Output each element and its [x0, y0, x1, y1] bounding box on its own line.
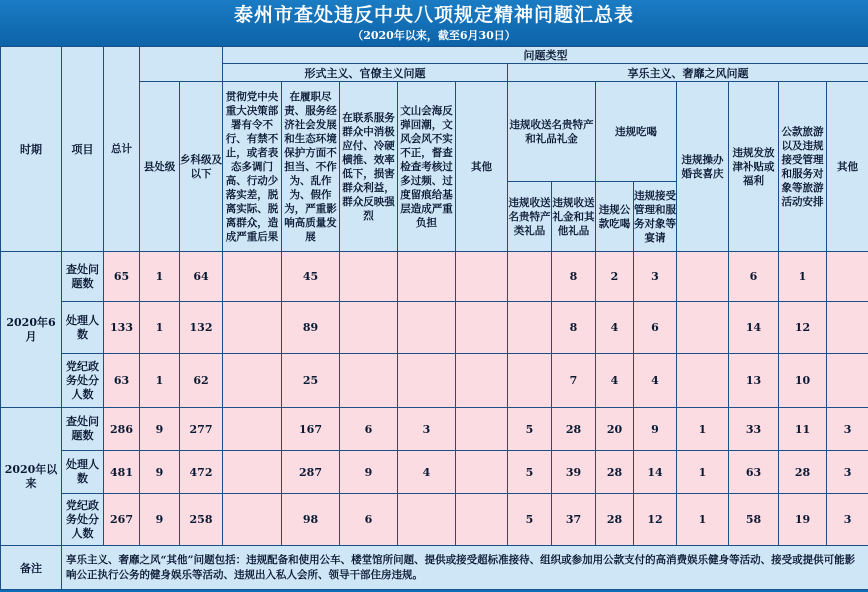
- data-cell: 132: [180, 302, 223, 354]
- table-row: [1, 408, 868, 451]
- data-cell: 63: [729, 451, 779, 494]
- data-cell: [456, 252, 508, 302]
- header-hedonism-other: 其他: [827, 82, 868, 252]
- header-formalism-1: 贯彻党中央重大决策部署有令不行、有禁不止，或者表态多调门高、行动少落实差，脱离实际、脱离群众，造成严重后果: [223, 82, 282, 252]
- item-label: 查处问题数: [62, 252, 104, 302]
- data-cell: 25: [282, 354, 340, 408]
- data-cell: 1: [140, 302, 180, 354]
- data-cell: [340, 252, 398, 302]
- page-subtitle: （2020年以来，截至6月30日）: [352, 29, 516, 42]
- data-cell: [827, 354, 868, 408]
- data-cell: 4: [398, 451, 456, 494]
- header-gift-a: 违规收送名贵特产类礼品: [508, 182, 552, 252]
- data-cell: 2: [596, 252, 634, 302]
- data-cell: 58: [729, 494, 779, 546]
- header-level-blank: [140, 47, 223, 82]
- data-cell: 277: [180, 408, 223, 451]
- group-2: [1, 408, 868, 546]
- item-label: 处理人数: [62, 302, 104, 354]
- data-cell: 1: [779, 252, 827, 302]
- data-cell: 4: [634, 354, 677, 408]
- table-row: [1, 302, 868, 354]
- header-item: 项目: [62, 47, 104, 252]
- item-label: 查处问题数: [62, 408, 104, 451]
- data-cell: [677, 252, 729, 302]
- data-cell: 258: [180, 494, 223, 546]
- title-bar: [0, 0, 868, 46]
- data-cell: 98: [282, 494, 340, 546]
- data-cell: 3: [634, 252, 677, 302]
- data-cell: 14: [729, 302, 779, 354]
- data-cell: 5: [508, 408, 552, 451]
- data-cell: 28: [779, 451, 827, 494]
- data-cell: [456, 408, 508, 451]
- data-cell: [456, 451, 508, 494]
- data-cell: 9: [340, 451, 398, 494]
- page-title: 泰州市查处违反中央八项规定精神问题汇总表: [233, 4, 634, 26]
- data-cell: 62: [180, 354, 223, 408]
- data-cell: 6: [340, 494, 398, 546]
- data-cell: 4: [596, 302, 634, 354]
- header-hedonism: 享乐主义、奢靡之风问题: [508, 64, 868, 82]
- data-cell: 8: [552, 302, 596, 354]
- data-cell: 89: [282, 302, 340, 354]
- data-cell: 287: [282, 451, 340, 494]
- data-cell: 286: [104, 408, 140, 451]
- data-cell: 3: [827, 451, 868, 494]
- header-dining: 违规吃喝: [596, 82, 677, 182]
- data-cell: 481: [104, 451, 140, 494]
- data-cell: 37: [552, 494, 596, 546]
- data-cell: [456, 302, 508, 354]
- data-cell: [340, 302, 398, 354]
- data-cell: 1: [677, 451, 729, 494]
- data-cell: 13: [729, 354, 779, 408]
- header-period: 时期: [1, 47, 62, 252]
- data-cell: [398, 354, 456, 408]
- data-cell: 133: [104, 302, 140, 354]
- data-cell: [398, 252, 456, 302]
- data-cell: 1: [677, 494, 729, 546]
- period-label: 2020年以来: [1, 408, 62, 546]
- summary-table: [0, 46, 868, 590]
- data-cell: 64: [180, 252, 223, 302]
- table-row: [1, 494, 868, 546]
- data-cell: 267: [104, 494, 140, 546]
- data-cell: [677, 302, 729, 354]
- table-row: [1, 252, 868, 302]
- data-cell: 11: [779, 408, 827, 451]
- header-problem-type: 问题类型: [223, 47, 868, 64]
- header-formalism-4: 文山会海反弹回潮，文风会风不实不正，督查检查考核过多过频、过度留痕给基层造成严重负担: [398, 82, 456, 252]
- data-cell: 5: [508, 451, 552, 494]
- data-cell: 9: [634, 408, 677, 451]
- data-cell: [827, 302, 868, 354]
- data-cell: 28: [596, 494, 634, 546]
- data-cell: 19: [779, 494, 827, 546]
- data-cell: 8: [552, 252, 596, 302]
- data-cell: 45: [282, 252, 340, 302]
- data-cell: 10: [779, 354, 827, 408]
- data-cell: 12: [634, 494, 677, 546]
- data-cell: 472: [180, 451, 223, 494]
- table-row: [1, 451, 868, 494]
- header-total: 总计: [104, 47, 140, 252]
- data-cell: 1: [140, 252, 180, 302]
- data-cell: [456, 494, 508, 546]
- data-cell: 3: [827, 408, 868, 451]
- header-dining-b: 违规接受管理和服务对象等宴请: [634, 182, 677, 252]
- header-formalism-2: 在履职尽责、服务经济社会发展和生态环境保护方面不担当、不作为、乱作为、假作为，严重影响高质量发展: [282, 82, 340, 252]
- data-cell: 28: [552, 408, 596, 451]
- header-gift: 违规收送名贵特产和礼品礼金: [508, 82, 596, 182]
- data-cell: 33: [729, 408, 779, 451]
- data-cell: 20: [596, 408, 634, 451]
- data-cell: [223, 451, 282, 494]
- data-cell: [223, 408, 282, 451]
- header-wedding: 违规操办婚丧喜庆: [677, 82, 729, 252]
- data-cell: [508, 354, 552, 408]
- header-subsidy: 违规发放津补贴或福利: [729, 82, 779, 252]
- data-cell: [677, 354, 729, 408]
- header-formalism: 形式主义、官僚主义问题: [223, 64, 508, 82]
- data-cell: [223, 302, 282, 354]
- data-cell: 28: [596, 451, 634, 494]
- data-cell: 9: [140, 451, 180, 494]
- data-cell: [508, 302, 552, 354]
- data-cell: 5: [508, 494, 552, 546]
- data-cell: 1: [140, 354, 180, 408]
- data-cell: 6: [729, 252, 779, 302]
- item-label: 党纪政务处分人数: [62, 494, 104, 546]
- note-text: 享乐主义、奢靡之风“其他”问题包括：违规配备和使用公车、楼堂馆所问题、提供或接受超标准接待、组织或参加用公款支付的高消费娱乐健身等活动、接受或提供可能影响公正执行公务的健身娱乐等活动、违规出入私人会所、领导干部住房违规。: [62, 546, 868, 590]
- data-cell: [398, 302, 456, 354]
- header-formalism-3: 在联系服务群众中消极应付、冷硬横推、效率低下，损害群众利益，群众反映强烈: [340, 82, 398, 252]
- data-cell: [508, 252, 552, 302]
- header-county-level: 县处级: [140, 82, 180, 252]
- data-cell: 9: [140, 408, 180, 451]
- data-cell: 3: [398, 408, 456, 451]
- data-cell: [456, 354, 508, 408]
- header-travel: 公款旅游以及违规接受管理和服务对象等旅游活动安排: [779, 82, 827, 252]
- table-row: [1, 354, 868, 408]
- data-cell: 3: [827, 494, 868, 546]
- item-label: 党纪政务处分人数: [62, 354, 104, 408]
- data-cell: [223, 494, 282, 546]
- data-cell: [223, 354, 282, 408]
- data-cell: [223, 252, 282, 302]
- data-cell: 65: [104, 252, 140, 302]
- data-cell: [340, 354, 398, 408]
- data-cell: 6: [634, 302, 677, 354]
- data-cell: [398, 494, 456, 546]
- period-label: 2020年6月: [1, 252, 62, 408]
- item-label: 处理人数: [62, 451, 104, 494]
- data-cell: 4: [596, 354, 634, 408]
- data-cell: 1: [677, 408, 729, 451]
- data-cell: 167: [282, 408, 340, 451]
- data-cell: 6: [340, 408, 398, 451]
- data-cell: 12: [779, 302, 827, 354]
- group-1: [1, 252, 868, 408]
- note-label: 备注: [1, 546, 62, 590]
- data-cell: 9: [140, 494, 180, 546]
- header-gift-b: 违规收送礼金和其他礼品: [552, 182, 596, 252]
- header-township-level: 乡科级及以下: [180, 82, 223, 252]
- data-cell: [827, 252, 868, 302]
- data-cell: 14: [634, 451, 677, 494]
- header-formalism-other: 其他: [456, 82, 508, 252]
- data-cell: 7: [552, 354, 596, 408]
- header-dining-a: 违规公款吃喝: [596, 182, 634, 252]
- data-cell: 63: [104, 354, 140, 408]
- data-cell: 39: [552, 451, 596, 494]
